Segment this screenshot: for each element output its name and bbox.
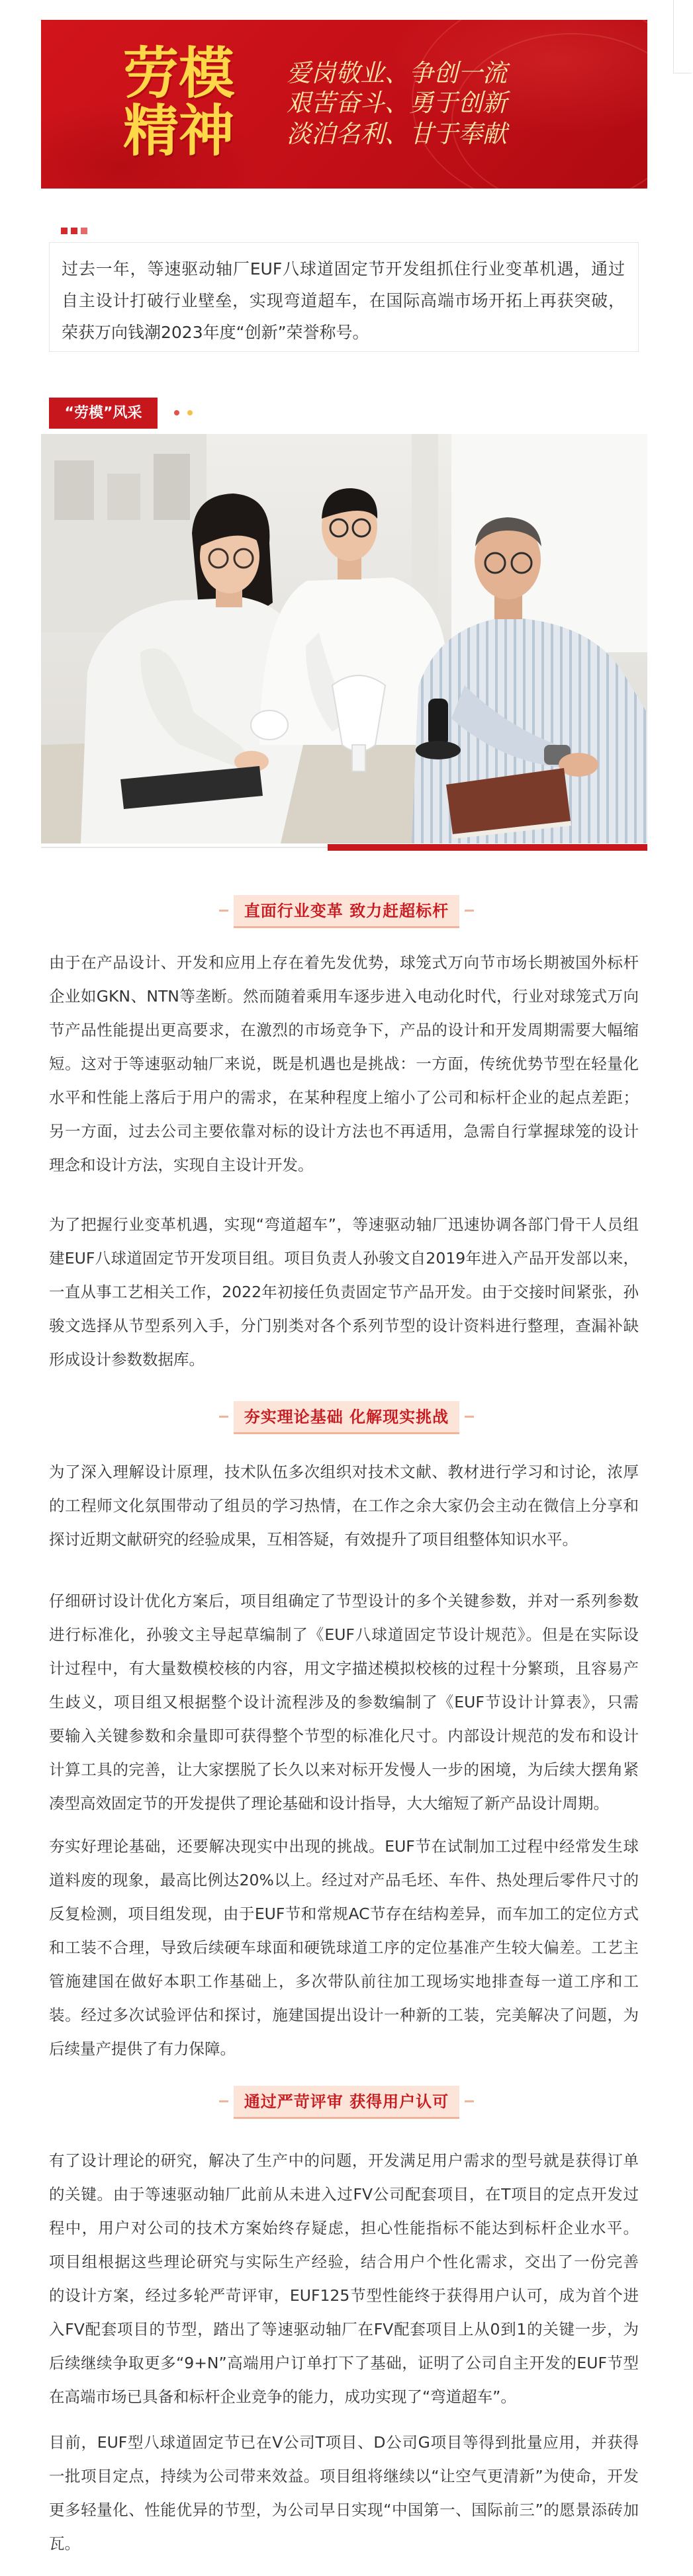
banner-title-line-2: 精神 [123, 99, 235, 163]
white-part-stem [352, 745, 365, 771]
text-line: 入FV配套项目的节型，踏出了等速驱动轴厂在FV配套项目上从0到1的关键一步，为 [49, 2320, 639, 2339]
section-tag: “劳模”风采 [49, 398, 158, 429]
text-line: 反复检测，项目组发现，由于EUF节和常规AC节存在结构差异，而车加工的定位方式 [49, 1905, 639, 1923]
text-line: 要输入关键参数和余量即可获得整个节型的标准化尺寸。内部设计规范的发布和设计 [49, 1727, 639, 1745]
text-line: 后续量产提供了有力保障。 [49, 2039, 236, 2058]
intro-box [49, 242, 639, 352]
background-shelf-item [54, 460, 94, 520]
banner-slogan-2: 艰苦奋斗、勇于创新 [287, 89, 507, 117]
text-line: 计算工具的完善，让大家摆脱了长久以来对标开发慢人一步的困境，为后续大摆角紧 [49, 1760, 639, 1779]
section-heading-1: 直面行业变革 致力赶超标杆 [234, 895, 459, 928]
text-line: 短。这对于等速驱动轴厂来说，既是机遇也是挑战：一方面，传统优势节型在轻量化 [49, 1054, 639, 1073]
decor-square [81, 228, 87, 234]
text-line: 程中，用户对公司的技术方案始终存疑虑，担心性能指标不能达到标杆企业水平。 [49, 2219, 639, 2237]
banner-slogan-1: 爱岗敬业、争创一流 [287, 59, 507, 87]
text-line: 目前，EUF型八球道固定节已在V公司T项目、D公司G项目等得到批量应用，并获得 [49, 2433, 639, 2452]
paragraph [49, 1455, 639, 1557]
banner-slogan-3: 淡泊名利、甘于奉献 [287, 120, 507, 148]
text-line: 一批项目定点，持续为公司带来效益。项目组将继续以“让空气更清新”为使命，开发 [49, 2467, 639, 2485]
text-line: 道料废的现象，最高比例达20%以上。经过对产品毛坯、车件、热处理后零件尺寸的 [49, 1871, 639, 1889]
text-line: 凑型高效固定节的开发提供了理论基础和设计指导，大大缩短了新产品设计周期。 [49, 1794, 609, 1813]
text-line: 过去一年，等速驱动轴厂EUF八球道固定节开发组抓住行业变革机遇，通过 [62, 259, 625, 279]
photo-accent-bar [328, 844, 647, 851]
decor-dot [174, 410, 179, 415]
section-heading-3: 通过严苛评审 获得用户认可 [234, 2086, 459, 2119]
text-line: 的关键。由于等速驱动轴厂此前从未进入过FV公司配套项目，在T项目的定点开发过 [49, 2185, 639, 2204]
paragraph [49, 946, 639, 1182]
background-shelf-item [107, 474, 140, 520]
photo-divider [41, 847, 328, 848]
text-line: 瓦。 [49, 2534, 80, 2553]
text-line: 进行标准化，孙骏文主导起草编制了《EUF八球道固定节设计规范》。但是在实际设 [49, 1625, 639, 1644]
decor-square [61, 228, 68, 234]
page-edge-decoration [673, 0, 692, 73]
header-banner [41, 20, 647, 189]
text-line: 另一方面，过去公司主要依靠对标的设计方法也不再适用，急需自行掌握球笼的设计 [49, 1122, 639, 1140]
text-line: 更多轻量化、性能优异的节型，为公司早日实现“中国第一、国际前三”的愿景添砖加 [49, 2501, 639, 2519]
text-line: 管施建国在做好本职工作基础上，多次带队前往加工现场实地排查每一道工序和工 [49, 1972, 639, 1991]
text-line: 企业如GKN、NTN等垄断。然而随着乘用车逐步进入电动化时代，行业对球笼式万向 [49, 987, 639, 1006]
cv-joint [428, 699, 448, 746]
text-line: 计过程中，有大量数模校核的内容，用文字描述模拟校核的过程十分繁琐，且容易产 [49, 1659, 639, 1678]
text-line: 建EUF八球道固定节开发项目组。项目负责人孙骏文自2019年进入产品开发部以来， [49, 1249, 639, 1267]
text-line: 的工程师文化氛围带动了组员的学习热情，在工作之余大家仍会主动在微信上分享和 [49, 1496, 639, 1515]
text-line: 在高端市场已具备和标杆企业竞争的能力，成功实现了“弯道超车”。 [49, 2387, 516, 2406]
text-line: 和工装不合理，导致后续硬车球面和硬铣球道工序的定位基准产生较大偏差。工艺主 [49, 1938, 639, 1957]
text-line: 装。经过多次试验评估和探讨，施建国提出设计一种新的工装，完美解决了问题，为 [49, 2006, 639, 2024]
background-shelf-item [154, 454, 190, 520]
text-line: 荣获万向钱潮2023年度“创新”荣誉称号。 [62, 323, 369, 342]
paragraph [49, 1830, 639, 2066]
text-line: 的设计方案，经过多轮严苛评审，EUF125节型性能终于获得用户认可，成为首个进 [49, 2286, 639, 2305]
text-line: 理念和设计方法，实现自主设计开发。 [49, 1156, 314, 1174]
text-line: 自主设计打破行业壁垒，实现弯道超车，在国际高端市场开拓上再获突破， [62, 291, 625, 310]
text-line: 夯实好理论基础，还要解决现实中出现的挑战。EUF节在试制加工过程中经常发生球 [49, 1837, 639, 1856]
text-line: 一直从事工艺相关工作，2022年初接任负责固定节产品开发。由于交接时间紧张，孙 [49, 1283, 639, 1301]
paragraph [49, 2144, 639, 2414]
text-line: 形成设计参数数据库。 [49, 1350, 205, 1369]
text-line: 生歧义，项目组又根据整个设计流程涉及的参数编制了《EUF节设计计算表》，只需 [49, 1693, 639, 1711]
text-line: 由于在产品设计、开发和应用上存在着先发优势，球笼式万向节市场长期被国外标杆 [49, 953, 639, 972]
decor-dot [187, 410, 193, 415]
text-line: 为了深入理解设计原理，技术队伍多次组织对技术文献、教材进行学习和讨论，浓厚 [49, 1463, 639, 1481]
paragraph [49, 1584, 639, 1821]
paragraph [49, 1208, 639, 1377]
cv-joint-base [416, 741, 461, 759]
intro-paragraph [62, 253, 625, 349]
section-heading-2: 夯实理论基础 化解现实挑战 [234, 1401, 459, 1434]
text-line: 后续继续争取更多“9+N”高端用户订单打下了基础，证明了公司自主开发的EUF节型 [49, 2354, 639, 2372]
text-line: 水平和性能上落后于用户的需求，在某种程度上缩小了公司和标杆企业的起点差距； [49, 1088, 639, 1107]
text-line: 仔细研讨设计优化方案后，项目组确定了节型设计的多个关键参数，并对一系列参数 [49, 1592, 639, 1610]
text-line: 节产品性能提出更高要求，在激烈的市场竞争下，产品的设计和开发周期需要大幅缩 [49, 1021, 639, 1039]
text-line: 为了把握行业变革机遇，实现“弯道超车”，等速驱动轴厂迅速协调各部门骨干人员组 [49, 1215, 639, 1234]
banner-title-line-1: 劳模 [123, 41, 235, 106]
team-photo [41, 434, 647, 843]
text-line: 探讨近期文献研究的经验成果，互相答疑，有效提升了项目组整体知识水平。 [49, 1530, 578, 1549]
hand [559, 753, 598, 777]
white-part-small [251, 710, 288, 740]
text-line: 项目组根据这些理论研究与实际生产经验，结合用户个性化需求，交出了一份完善 [49, 2253, 639, 2271]
paragraph [49, 2426, 639, 2561]
text-line: 骏文选择从节型系列入手，分门别类对各个系列节型的设计资料进行整理，查漏补缺 [49, 1316, 639, 1335]
text-line: 有了设计理论的研究，解决了生产中的问题，开发满足用户需求的型号就是获得订单 [49, 2151, 639, 2170]
decor-square [71, 228, 77, 234]
